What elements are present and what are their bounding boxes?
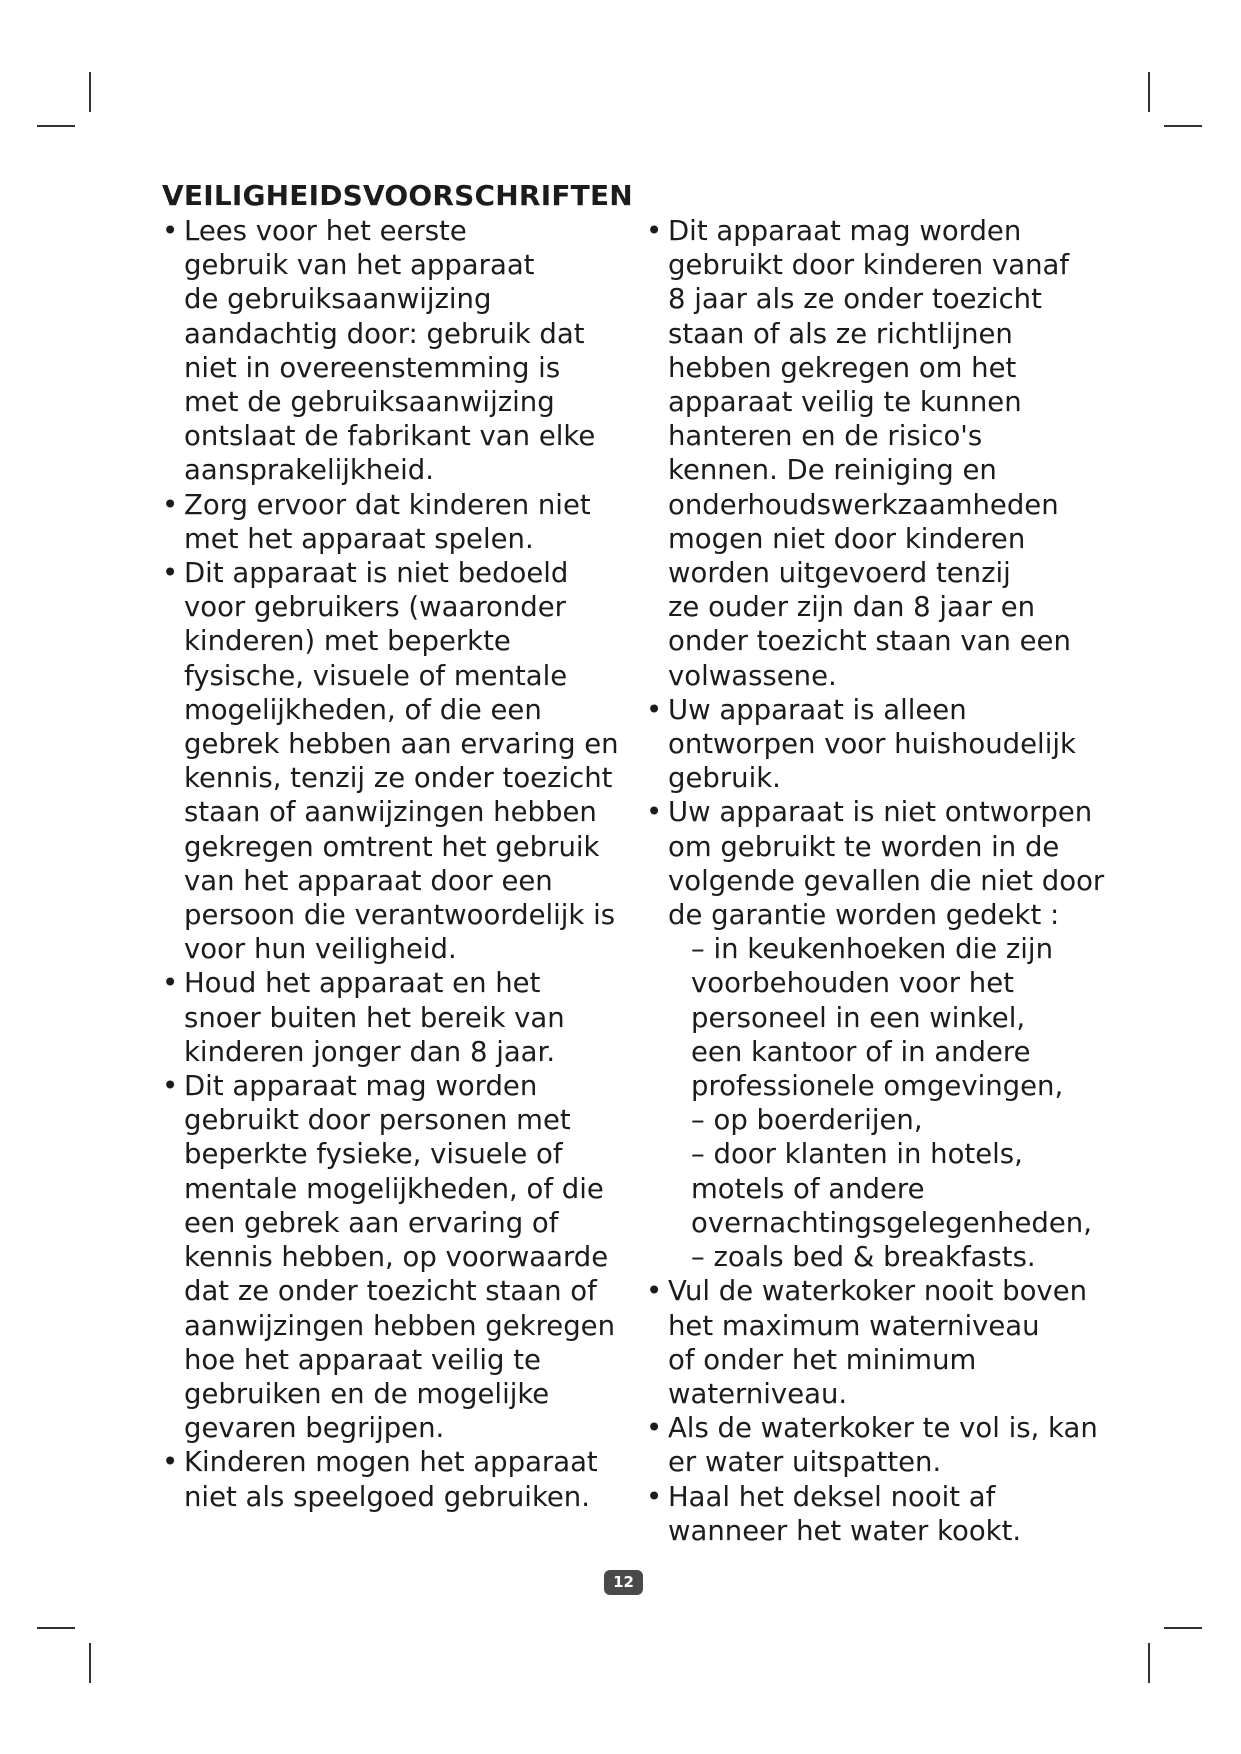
bullet-text-line: gevaren begrijpen. bbox=[184, 1412, 445, 1445]
crop-mark-bottom-right-vertical bbox=[1148, 1643, 1150, 1683]
bullet-text-line: ze ouder zijn dan 8 jaar en bbox=[668, 591, 1036, 624]
bullet-text-line: • Houd het apparaat en het bbox=[184, 967, 541, 1000]
bullet-text-line: gekregen omtrent het gebruik bbox=[184, 830, 600, 863]
bullet-text-line: hoe het apparaat veilig te bbox=[184, 1343, 541, 1376]
bullet-text-line: snoer buiten het bereik van bbox=[184, 1001, 565, 1034]
bullet-text-line: een gebrek aan ervaring of bbox=[184, 1206, 559, 1239]
bullet-text-line: apparaat veilig te kunnen bbox=[668, 386, 1022, 419]
bullet-text-line: • Als de waterkoker te vol is, kan bbox=[668, 1412, 1098, 1445]
bullet-text-line: fysische, visuele of mentale bbox=[184, 659, 568, 692]
sub-item-text-line: overnachtingsgelegenheden, bbox=[691, 1206, 1092, 1239]
bullet-text-line: 8 jaar als ze onder toezicht bbox=[668, 283, 1042, 316]
bullet-text-line: • Haal het deksel nooit af bbox=[668, 1480, 996, 1513]
bullet-item bbox=[646, 1411, 1116, 1479]
right-column-list bbox=[646, 214, 1116, 1548]
sub-item-text-line: – door klanten in hotels, bbox=[691, 1138, 1023, 1171]
bullet-text-line: hebben gekregen om het bbox=[668, 351, 1017, 384]
bullet-text-line: kennis, tenzij ze onder toezicht bbox=[184, 762, 613, 795]
bullet-item bbox=[646, 795, 1116, 1274]
bullet-text-line: onder toezicht staan van een bbox=[668, 625, 1071, 658]
bullet-text-line: gebruik van het apparaat bbox=[184, 249, 535, 282]
bullet-item bbox=[646, 1480, 1116, 1548]
bullet-text-line: aanwijzingen hebben gekregen bbox=[184, 1309, 616, 1342]
crop-mark-top-left-horizontal bbox=[37, 125, 75, 127]
bullet-text-line: kennen. De reiniging en bbox=[668, 454, 997, 487]
bullet-text-line: • Vul de waterkoker nooit boven bbox=[668, 1275, 1088, 1308]
bullet-text-line: dat ze onder toezicht staan of bbox=[184, 1275, 597, 1308]
bullet-text-line: niet als speelgoed gebruiken. bbox=[184, 1480, 590, 1513]
bullet-text-line: aandachtig door: gebruik dat bbox=[184, 317, 585, 350]
bullet-text-line: volwassene. bbox=[668, 659, 837, 692]
bullet-text-line: het maximum waterniveau bbox=[668, 1309, 1040, 1342]
bullet-text-line: of onder het minimum bbox=[668, 1343, 977, 1376]
bullet-text-line: van het apparaat door een bbox=[184, 864, 553, 897]
bullet-item bbox=[162, 214, 632, 488]
bullet-item bbox=[646, 1274, 1116, 1411]
bullet-text-line: voor hun veiligheid. bbox=[184, 933, 457, 966]
bullet-text-line: volgende gevallen die niet door bbox=[668, 864, 1105, 897]
bullet-text-line: • Lees voor het eerste bbox=[184, 215, 467, 247]
bullet-text-line: • Kinderen mogen het apparaat bbox=[184, 1446, 598, 1479]
crop-mark-bottom-left-vertical bbox=[89, 1643, 91, 1683]
bullet-text-line: staan of aanwijzingen hebben bbox=[184, 796, 597, 829]
bullet-text-line: • Zorg ervoor dat kinderen niet bbox=[184, 488, 591, 521]
bullet-text-line: • Uw apparaat is niet ontworpen bbox=[668, 796, 1093, 829]
bullet-item bbox=[162, 966, 632, 1069]
bullet-text-line: onderhoudswerkzaamheden bbox=[668, 488, 1059, 521]
crop-mark-bottom-right-horizontal bbox=[1164, 1627, 1202, 1629]
bullet-text-line: gebruikt door kinderen vanaf bbox=[668, 249, 1070, 282]
crop-mark-top-right-vertical bbox=[1148, 72, 1150, 112]
bullet-text-line: de garantie worden gedekt : bbox=[668, 899, 1060, 932]
bullet-text-line: gebruikt door personen met bbox=[184, 1104, 571, 1137]
crop-mark-top-right-horizontal bbox=[1164, 125, 1202, 127]
bullet-text-line: met de gebruiksaanwijzing bbox=[184, 386, 555, 419]
sub-item-text-line: professionele omgevingen, bbox=[691, 1070, 1064, 1103]
bullet-text-line: waterniveau. bbox=[668, 1377, 848, 1410]
bullet-text-line: • Uw apparaat is alleen bbox=[668, 693, 967, 726]
sub-item-text-line: – op boerderijen, bbox=[691, 1104, 923, 1137]
bullet-item bbox=[162, 488, 632, 556]
bullet-text-line: ontworpen voor huishoudelijk bbox=[668, 728, 1076, 761]
bullet-text-line: mentale mogelijkheden, of die bbox=[184, 1172, 604, 1205]
bullet-item bbox=[646, 693, 1116, 796]
sub-item-text-line: – zoals bed & breakfasts. bbox=[691, 1241, 1036, 1274]
bullet-text-line: • Dit apparaat mag worden bbox=[184, 1070, 538, 1103]
bullet-text-line: kennis hebben, op voorwaarde bbox=[184, 1241, 609, 1274]
bullet-text-line: er water uitspatten. bbox=[668, 1446, 942, 1479]
bullet-text-line: kinderen) met beperkte bbox=[184, 625, 511, 658]
sub-item-text-line: voorbehouden voor het bbox=[691, 967, 1014, 1000]
bullet-text-line: worden uitgevoerd tenzij bbox=[668, 557, 1011, 590]
bullet-text-line: aansprakelijkheid. bbox=[184, 454, 434, 487]
sub-item-text-line: personeel in een winkel, bbox=[691, 1001, 1026, 1034]
bullet-text-line: staan of als ze richtlijnen bbox=[668, 317, 1013, 350]
bullet-text-line: om gebruikt te worden in de bbox=[668, 830, 1060, 863]
crop-mark-top-left-vertical bbox=[89, 72, 91, 112]
crop-mark-bottom-left-horizontal bbox=[37, 1627, 75, 1629]
sub-item-text-line: een kantoor of in andere bbox=[691, 1035, 1031, 1068]
sub-item-text-line: – in keukenhoeken die zijn bbox=[691, 933, 1053, 966]
bullet-text-line: de gebruiksaanwijzing bbox=[184, 283, 492, 316]
bullet-item bbox=[162, 1069, 632, 1445]
bullet-text-line: gebruiken en de mogelijke bbox=[184, 1377, 550, 1410]
bullet-text-line: wanneer het water kookt. bbox=[668, 1514, 1022, 1547]
page-number-badge: 12 bbox=[604, 1570, 643, 1595]
section-title: VEILIGHEIDSVOORSCHRIFTEN bbox=[162, 179, 633, 212]
left-column-list bbox=[162, 214, 632, 1514]
bullet-text-line: mogen niet door kinderen bbox=[668, 522, 1026, 555]
bullet-text-line: persoon die verantwoordelijk is bbox=[184, 899, 616, 932]
bullet-item bbox=[162, 1445, 632, 1513]
bullet-text-line: mogelijkheden, of die een bbox=[184, 693, 542, 726]
bullet-text-line: ontslaat de fabrikant van elke bbox=[184, 420, 596, 453]
bullet-text-line: gebrek hebben aan ervaring en bbox=[184, 728, 619, 761]
bullet-text-line: • Dit apparaat is niet bedoeld bbox=[184, 557, 569, 590]
bullet-text-line: • Dit apparaat mag worden bbox=[668, 215, 1022, 247]
bullet-item bbox=[646, 214, 1116, 693]
bullet-text-line: voor gebruikers (waaronder bbox=[184, 591, 566, 624]
bullet-text-line: gebruik. bbox=[668, 762, 781, 795]
bullet-item bbox=[162, 556, 632, 966]
bullet-text-line: niet in overeenstemming is bbox=[184, 351, 561, 384]
bullet-text-line: hanteren en de risico's bbox=[668, 420, 983, 453]
bullet-text-line: met het apparaat spelen. bbox=[184, 522, 534, 555]
sub-item-text-line: motels of andere bbox=[691, 1172, 925, 1205]
bullet-text-line: kinderen jonger dan 8 jaar. bbox=[184, 1035, 556, 1068]
bullet-text-line: beperkte fysieke, visuele of bbox=[184, 1138, 563, 1171]
